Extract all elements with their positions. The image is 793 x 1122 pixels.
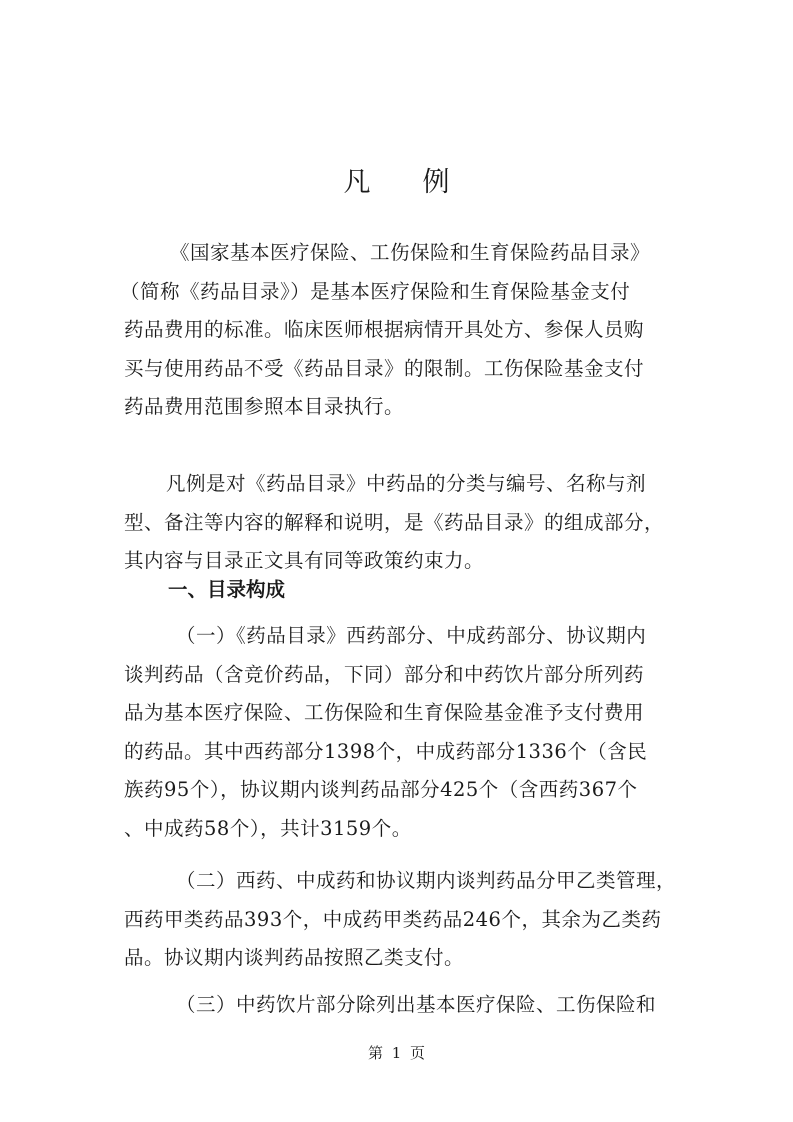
page-number: 第 1 页 <box>367 1044 426 1062</box>
text-line: 品。协议期内谈判药品按照乙类支付。 <box>124 946 465 969</box>
text-line: 其内容与目录正文具有同等政策约束力。 <box>124 549 485 572</box>
text-line: 药品费用的标准。临床医师根据病情开具处方、参保人员购 <box>124 318 645 341</box>
text-line: 凡例是对《药品目录》中药品的分类与编号、名称与剂 <box>166 472 647 495</box>
page-title: 凡例 <box>343 167 502 198</box>
text-line: （简称《药品目录》）是基本医疗保险和生育保险基金支付 <box>120 279 631 303</box>
section-item-3 <box>124 986 672 1025</box>
text-line: 品为基本医疗保险、工伤保险和生育保险基金准予支付费用 <box>124 701 645 724</box>
text-line: 西药甲类药品393个，中成药甲类药品246个，其余为乙类药 <box>124 907 662 931</box>
text-line: （三）中药饮片部分除列出基本医疗保险、工伤保险和 <box>176 993 657 1016</box>
intro-paragraph-1 <box>120 234 672 427</box>
text-line: 、中成药58个），共计3159个。 <box>124 816 412 840</box>
text-line: 族药95个），协议期内谈判药品部分425个（含西药367个 <box>124 778 638 801</box>
text-line: （一）《药品目录》西药部分、中成药部分、协议期内 <box>176 624 647 647</box>
text-line: 药品费用范围参照本目录执行。 <box>124 395 405 418</box>
text-line: 谈判药品（含竞价药品，下同）部分和中药饮片部分所列药 <box>124 662 645 686</box>
text-line: 的药品。其中西药部分1398个，中成药部分1336个（含民 <box>124 739 648 763</box>
text-line: 型、备注等内容的解释和说明，是《药品目录》的组成部分， <box>124 510 665 534</box>
text-line: 《国家基本医疗保险、工伤保险和生育保险药品目录》 <box>170 241 651 264</box>
text-line: 买与使用药品不受《药品目录》的限制。工伤保险基金支付 <box>124 356 645 380</box>
intro-paragraph-2 <box>124 465 672 581</box>
section-heading: 一、目录构成 <box>168 578 286 601</box>
section-item-1 <box>124 617 672 848</box>
section-item-2 <box>124 862 677 978</box>
text-line: （二）西药、中成药和协议期内谈判药品分甲乙类管理， <box>176 869 677 892</box>
